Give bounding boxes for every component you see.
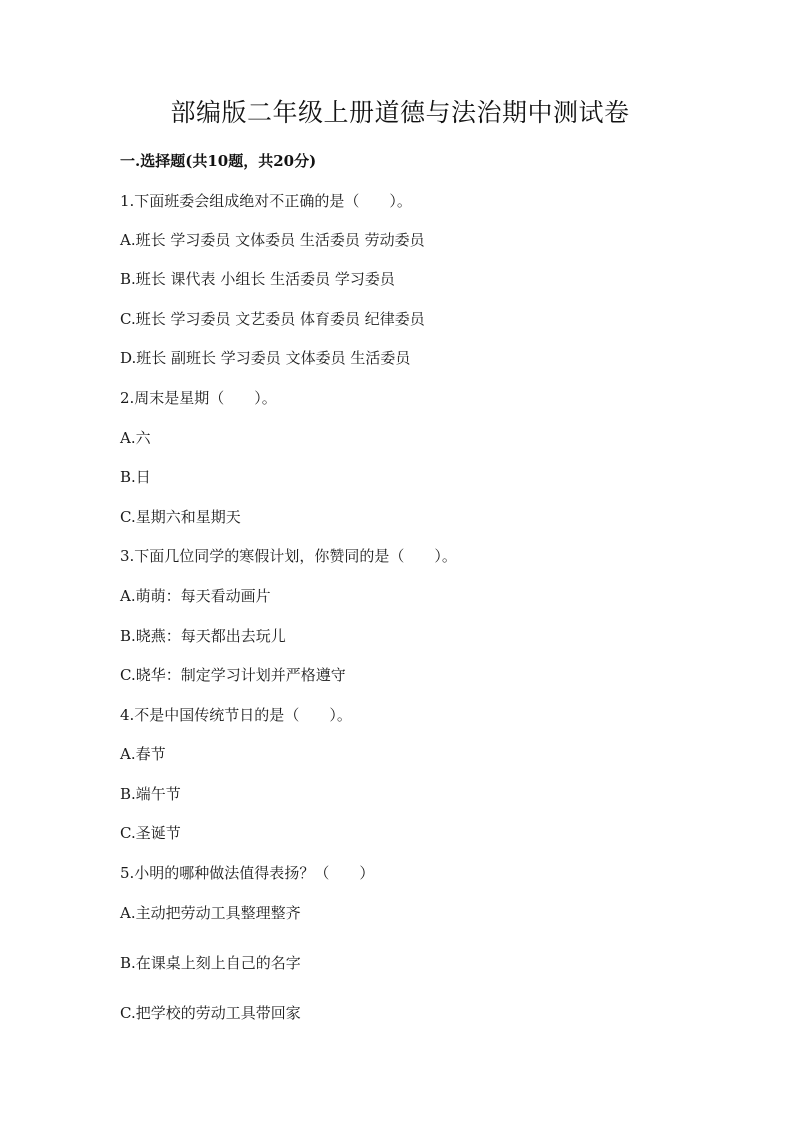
question-stem: 5.小明的哪种做法值得表扬？（ ） (120, 864, 375, 882)
question-option: B.在课桌上刻上自己的名字 (120, 954, 301, 972)
question-option: A.萌萌：每天看动画片 (120, 587, 271, 605)
question-stem: 2.周末是星期（ ）。 (120, 389, 277, 407)
question-option: A.六 (120, 429, 151, 447)
question-option: C.班长 学习委员 文艺委员 体育委员 纪律委员 (120, 310, 425, 328)
question-option: B.班长 课代表 小组长 生活委员 学习委员 (120, 270, 395, 288)
question-option: C.晓华：制定学习计划并严格遵守 (120, 666, 346, 684)
question-stem: 1.下面班委会组成绝对不正确的是（ ）。 (120, 192, 412, 210)
question-option: A.班长 学习委员 文体委员 生活委员 劳动委员 (120, 231, 425, 249)
question-option: B.日 (120, 468, 151, 486)
section-heading: 一.选择题(共10题，共20分) (120, 152, 317, 170)
question-stem: 4.不是中国传统节日的是（ ）。 (120, 706, 352, 724)
question-stem: 3.下面几位同学的寒假计划，你赞同的是（ ）。 (120, 547, 457, 565)
question-option: A.主动把劳动工具整理整齐 (120, 904, 301, 922)
question-option: C.把学校的劳动工具带回家 (120, 1004, 301, 1022)
question-option: A.春节 (120, 745, 166, 763)
question-option: B.端午节 (120, 785, 181, 803)
question-option: D.班长 副班长 学习委员 文体委员 生活委员 (120, 349, 411, 367)
page-title: 部编版二年级上册道德与法治期中测试卷 (170, 98, 630, 127)
question-option: C.圣诞节 (120, 824, 181, 842)
question-option: B.晓燕：每天都出去玩儿 (120, 627, 286, 645)
question-option: C.星期六和星期天 (120, 508, 241, 526)
